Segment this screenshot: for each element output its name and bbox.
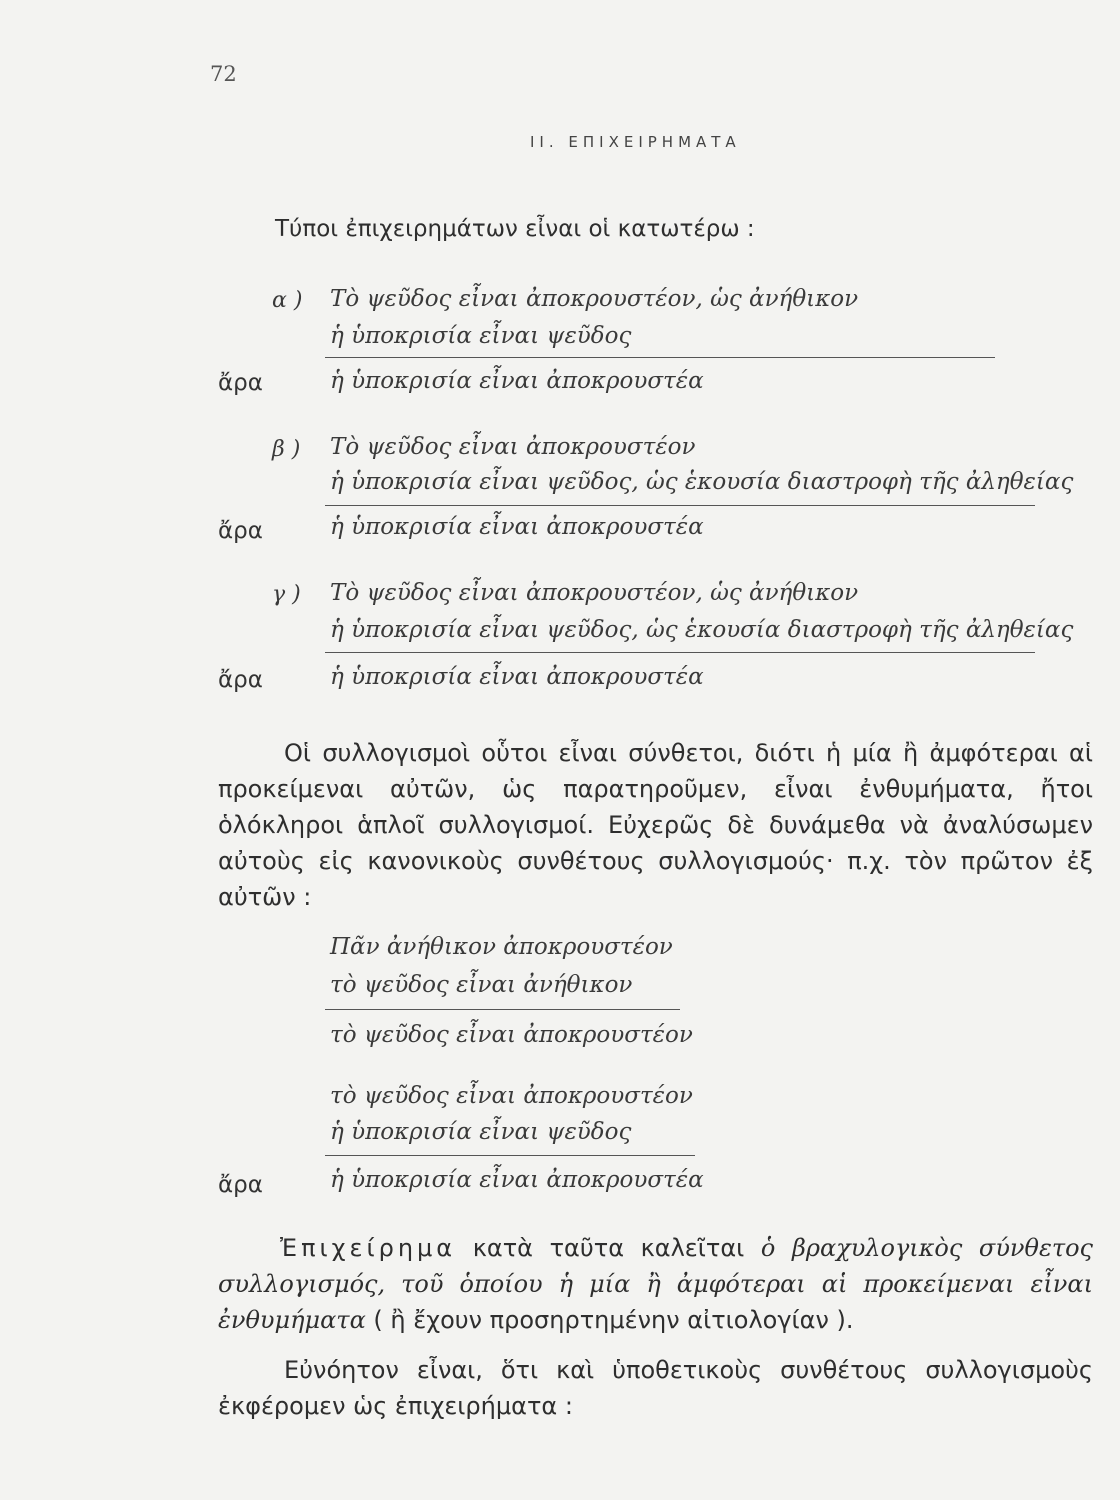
example-a-premise-1: Τὸ ψεῦδος εἶναι ἀποκρουστέον, ὡς ἀνήθικον [330, 286, 859, 312]
expansion-1-premise-1: Πᾶν ἀνήθικον ἀποκρουστέον [330, 934, 673, 960]
example-b-premise-2: ἡ ὑποκρισία εἶναι ψεῦδος, ὡς ἑκουσία διαστροφὴ τῆς ἀληθείας [330, 469, 1074, 495]
example-c-premise-1: Τὸ ψεῦδος εἶναι ἀποκρουστέον, ὡς ἀνήθικον [330, 580, 859, 606]
example-c-conclusion: ἡ ὑποκρισία εἶναι ἀποκρουστέα [330, 664, 704, 690]
page-number: 72 [210, 62, 237, 86]
expansion-2-conclusion: ἡ ὑποκρισία εἶναι ἀποκρουστέα [330, 1167, 704, 1193]
expansion-2-rule [325, 1155, 695, 1156]
paragraph-1: Οἱ συλλογισμοὶ οὗτοι εἶναι σύνθετοι, διότι ἡ μία ἢ ἀμφότεραι αἱ προκείμεναι αὐτῶν, ὡς παρατηροῦμεν, εἶναι ἐνθυμήματα, ἤτοι ὁλόκληροι ἁπλοῖ συλλογισμοί. Εὐχερῶς δὲ δυνάμεθα νὰ ἀναλύσωμεν αὐτοὺς εἰς κανονικοὺς συνθέτους συλλογισμούς· π.χ. τὸν πρῶτον ἐξ αὐτῶν : [218, 739, 1093, 911]
term-epicheirema: Ἐπιχείρημα [280, 1234, 457, 1262]
paragraph-3: Εὐνόητον εἶναι, ὅτι καὶ ὑποθετικοὺς συνθέτους συλλογισμοὺς ἐκφέρομεν ὡς ἐπιχειρήματα : [218, 1356, 1093, 1420]
example-c-premise-2: ἡ ὑποκρισία εἶναι ψεῦδος, ὡς ἑκουσία διαστροφὴ τῆς ἀληθείας [330, 617, 1074, 643]
example-b-label: β ) [272, 437, 301, 462]
section-title: II. ΕΠΙΧΕΙΡΗΜΑΤΑ [530, 133, 741, 151]
paragraph-2-definition: ὁ βραχυλογικὸς σύνθετος συλλογισμός, τοῦ ὁποίου ἡ μία ἢ ἀμφότεραι αἱ προκείμεναι εἶναι ἐνθυμήματα [218, 1234, 1093, 1334]
example-b-conclusion: ἡ ὑποκρισία εἶναι ἀποκρουστέα [330, 514, 704, 540]
example-b-premise-1: Τὸ ψεῦδος εἶναι ἀποκρουστέον [330, 434, 696, 460]
example-c-ara: ἄρα [218, 667, 263, 693]
paragraph-2-text-b: ( ἢ ἔχουν προσηρτημένην αἰτιολογίαν ). [365, 1306, 854, 1334]
expansion-1-premise-2: τὸ ψεῦδος εἶναι ἀνήθικον [330, 972, 633, 998]
example-b-ara: ἄρα [218, 518, 263, 544]
paragraph-2-text-a: κατὰ ταῦτα καλεῖται [456, 1234, 761, 1262]
example-c-rule [325, 652, 1035, 653]
example-a-label: α ) [272, 288, 303, 313]
example-a-rule [325, 357, 995, 358]
expansion-2-premise-1: τὸ ψεῦδος εἶναι ἀποκρουστέον [330, 1083, 693, 1109]
expansion-1-rule [325, 1009, 680, 1010]
example-a-premise-2: ἡ ὑποκρισία εἶναι ψεῦδος [330, 323, 632, 349]
paragraph-2 [218, 1230, 1093, 1338]
expansion-2-ara: ἄρα [218, 1172, 263, 1198]
example-a-conclusion: ἡ ὑποκρισία εἶναι ἀποκρουστέα [330, 368, 704, 394]
expansion-2-premise-2: ἡ ὑποκρισία εἶναι ψεῦδος [330, 1119, 632, 1145]
intro-line: Τύποι ἐπιχειρημάτων εἶναι οἱ κατωτέρω : [275, 216, 755, 242]
expansion-1-conclusion: τὸ ψεῦδος εἶναι ἀποκρουστέον [330, 1022, 693, 1048]
example-a-ara: ἄρα [218, 370, 263, 396]
example-b-rule [325, 505, 1035, 506]
example-c-label: γ ) [272, 582, 301, 607]
